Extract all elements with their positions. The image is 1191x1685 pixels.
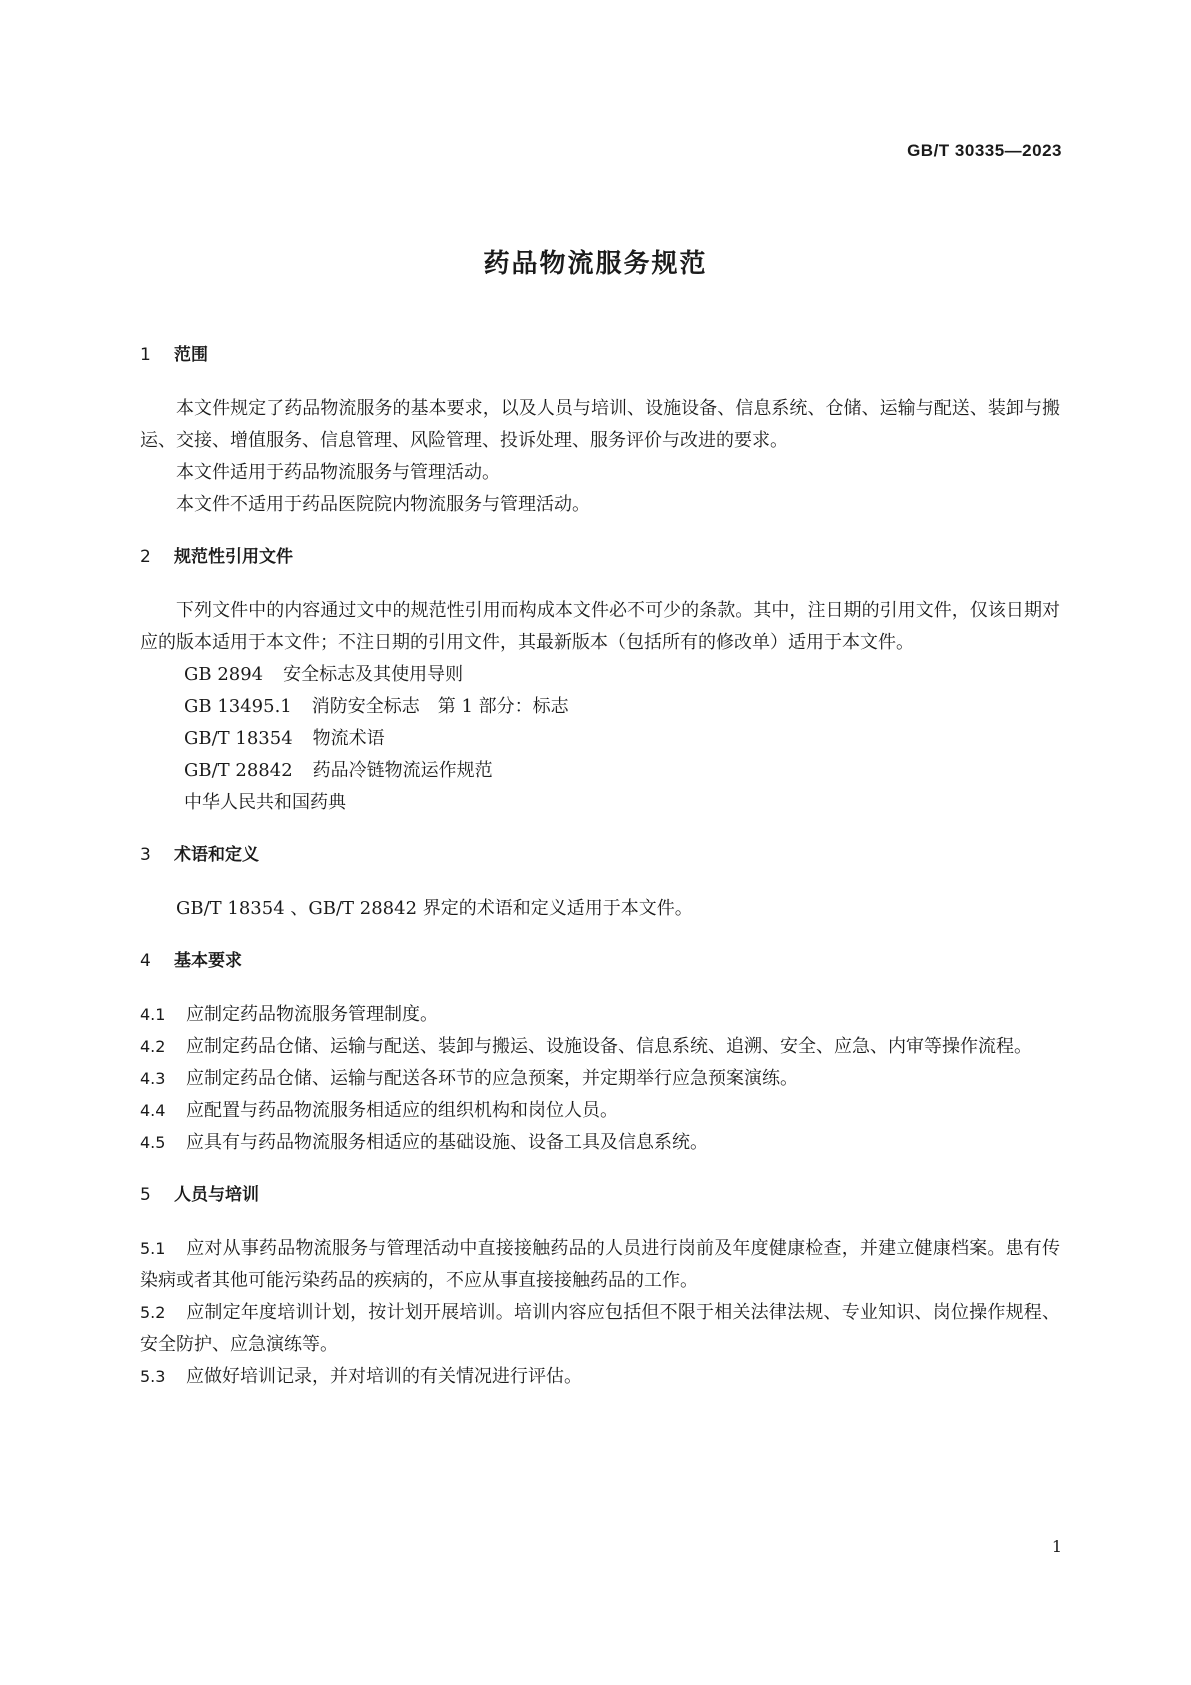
clause: 5.1 应对从事药品物流服务与管理活动中直接接触药品的人员进行岗前及年度健康检查，并建立健康档案。患有传染病或者其他可能污染药品的疾病的，不应从事直接接触药品的工作。 [140,1238,1060,1291]
paragraph: 本文件适用于药品物流服务与管理活动。 [176,462,500,483]
clause: 5.3 应做好培训记录，并对培训的有关情况进行评估。 [140,1366,582,1387]
clause: 5.2 应制定年度培训计划，按计划开展培训。培训内容应包括但不限于相关法律法规、专业知识、岗位操作规程、安全防护、应急演练等。 [140,1302,1060,1355]
clause: 4.2 应制定药品仓储、运输与配送、装卸与搬运、设施设备、信息系统、追溯、安全、应急、内审等操作流程。 [140,1036,1032,1057]
document-title: 药品物流服务规范 [483,249,708,279]
reference-item: GB 13495.1 消防安全标志 第 1 部分：标志 [184,696,569,717]
paragraph: 下列文件中的内容通过文中的规范性引用而构成本文件必不可少的条款。其中，注日期的引用文件，仅该日期对应的版本适用于本文件；不注日期的引用文件，其最新版本（包括所有的修改单）适用于本文件。 [140,600,1060,653]
clause: 4.5 应具有与药品物流服务相适应的基础设施、设备工具及信息系统。 [140,1132,708,1153]
section-scope [140,343,1060,521]
section-personnel-training [140,1183,1060,1393]
section-heading: 1 范围 [140,345,208,365]
page-number: 1 [1051,1537,1062,1556]
paragraph: 本文件不适用于药品医院院内物流服务与管理活动。 [176,494,590,515]
paragraph: 本文件规定了药品物流服务的基本要求，以及人员与培训、设施设备、信息系统、仓储、运输与配送、装卸与搬运、交接、增值服务、信息管理、风险管理、投诉处理、服务评价与改进的要求。 [140,398,1060,451]
section-heading: 2 规范性引用文件 [140,547,293,567]
reference-item: GB 2894 安全标志及其使用导则 [184,664,464,685]
reference-item: GB/T 28842 药品冷链物流运作规范 [184,760,493,781]
section-heading: 3 术语和定义 [140,845,259,865]
section-basic-requirements [140,949,1060,1159]
standard-code: GB/T 30335—2023 [907,141,1062,160]
reference-item: GB/T 18354 物流术语 [184,728,385,749]
reference-item: 中华人民共和国药典 [184,792,346,813]
document-body [140,343,1060,1407]
clause: 4.4 应配置与药品物流服务相适应的组织机构和岗位人员。 [140,1100,618,1121]
section-terms-definitions [140,843,1060,925]
clause: 4.1 应制定药品物流服务管理制度。 [140,1004,438,1025]
paragraph: GB/T 18354 、GB/T 28842 界定的术语和定义适用于本文件。 [176,898,693,919]
clause: 4.3 应制定药品仓储、运输与配送各环节的应急预案，并定期举行应急预案演练。 [140,1068,798,1089]
section-normative-references [140,545,1060,819]
section-heading: 4 基本要求 [140,951,242,971]
section-heading: 5 人员与培训 [140,1185,259,1205]
